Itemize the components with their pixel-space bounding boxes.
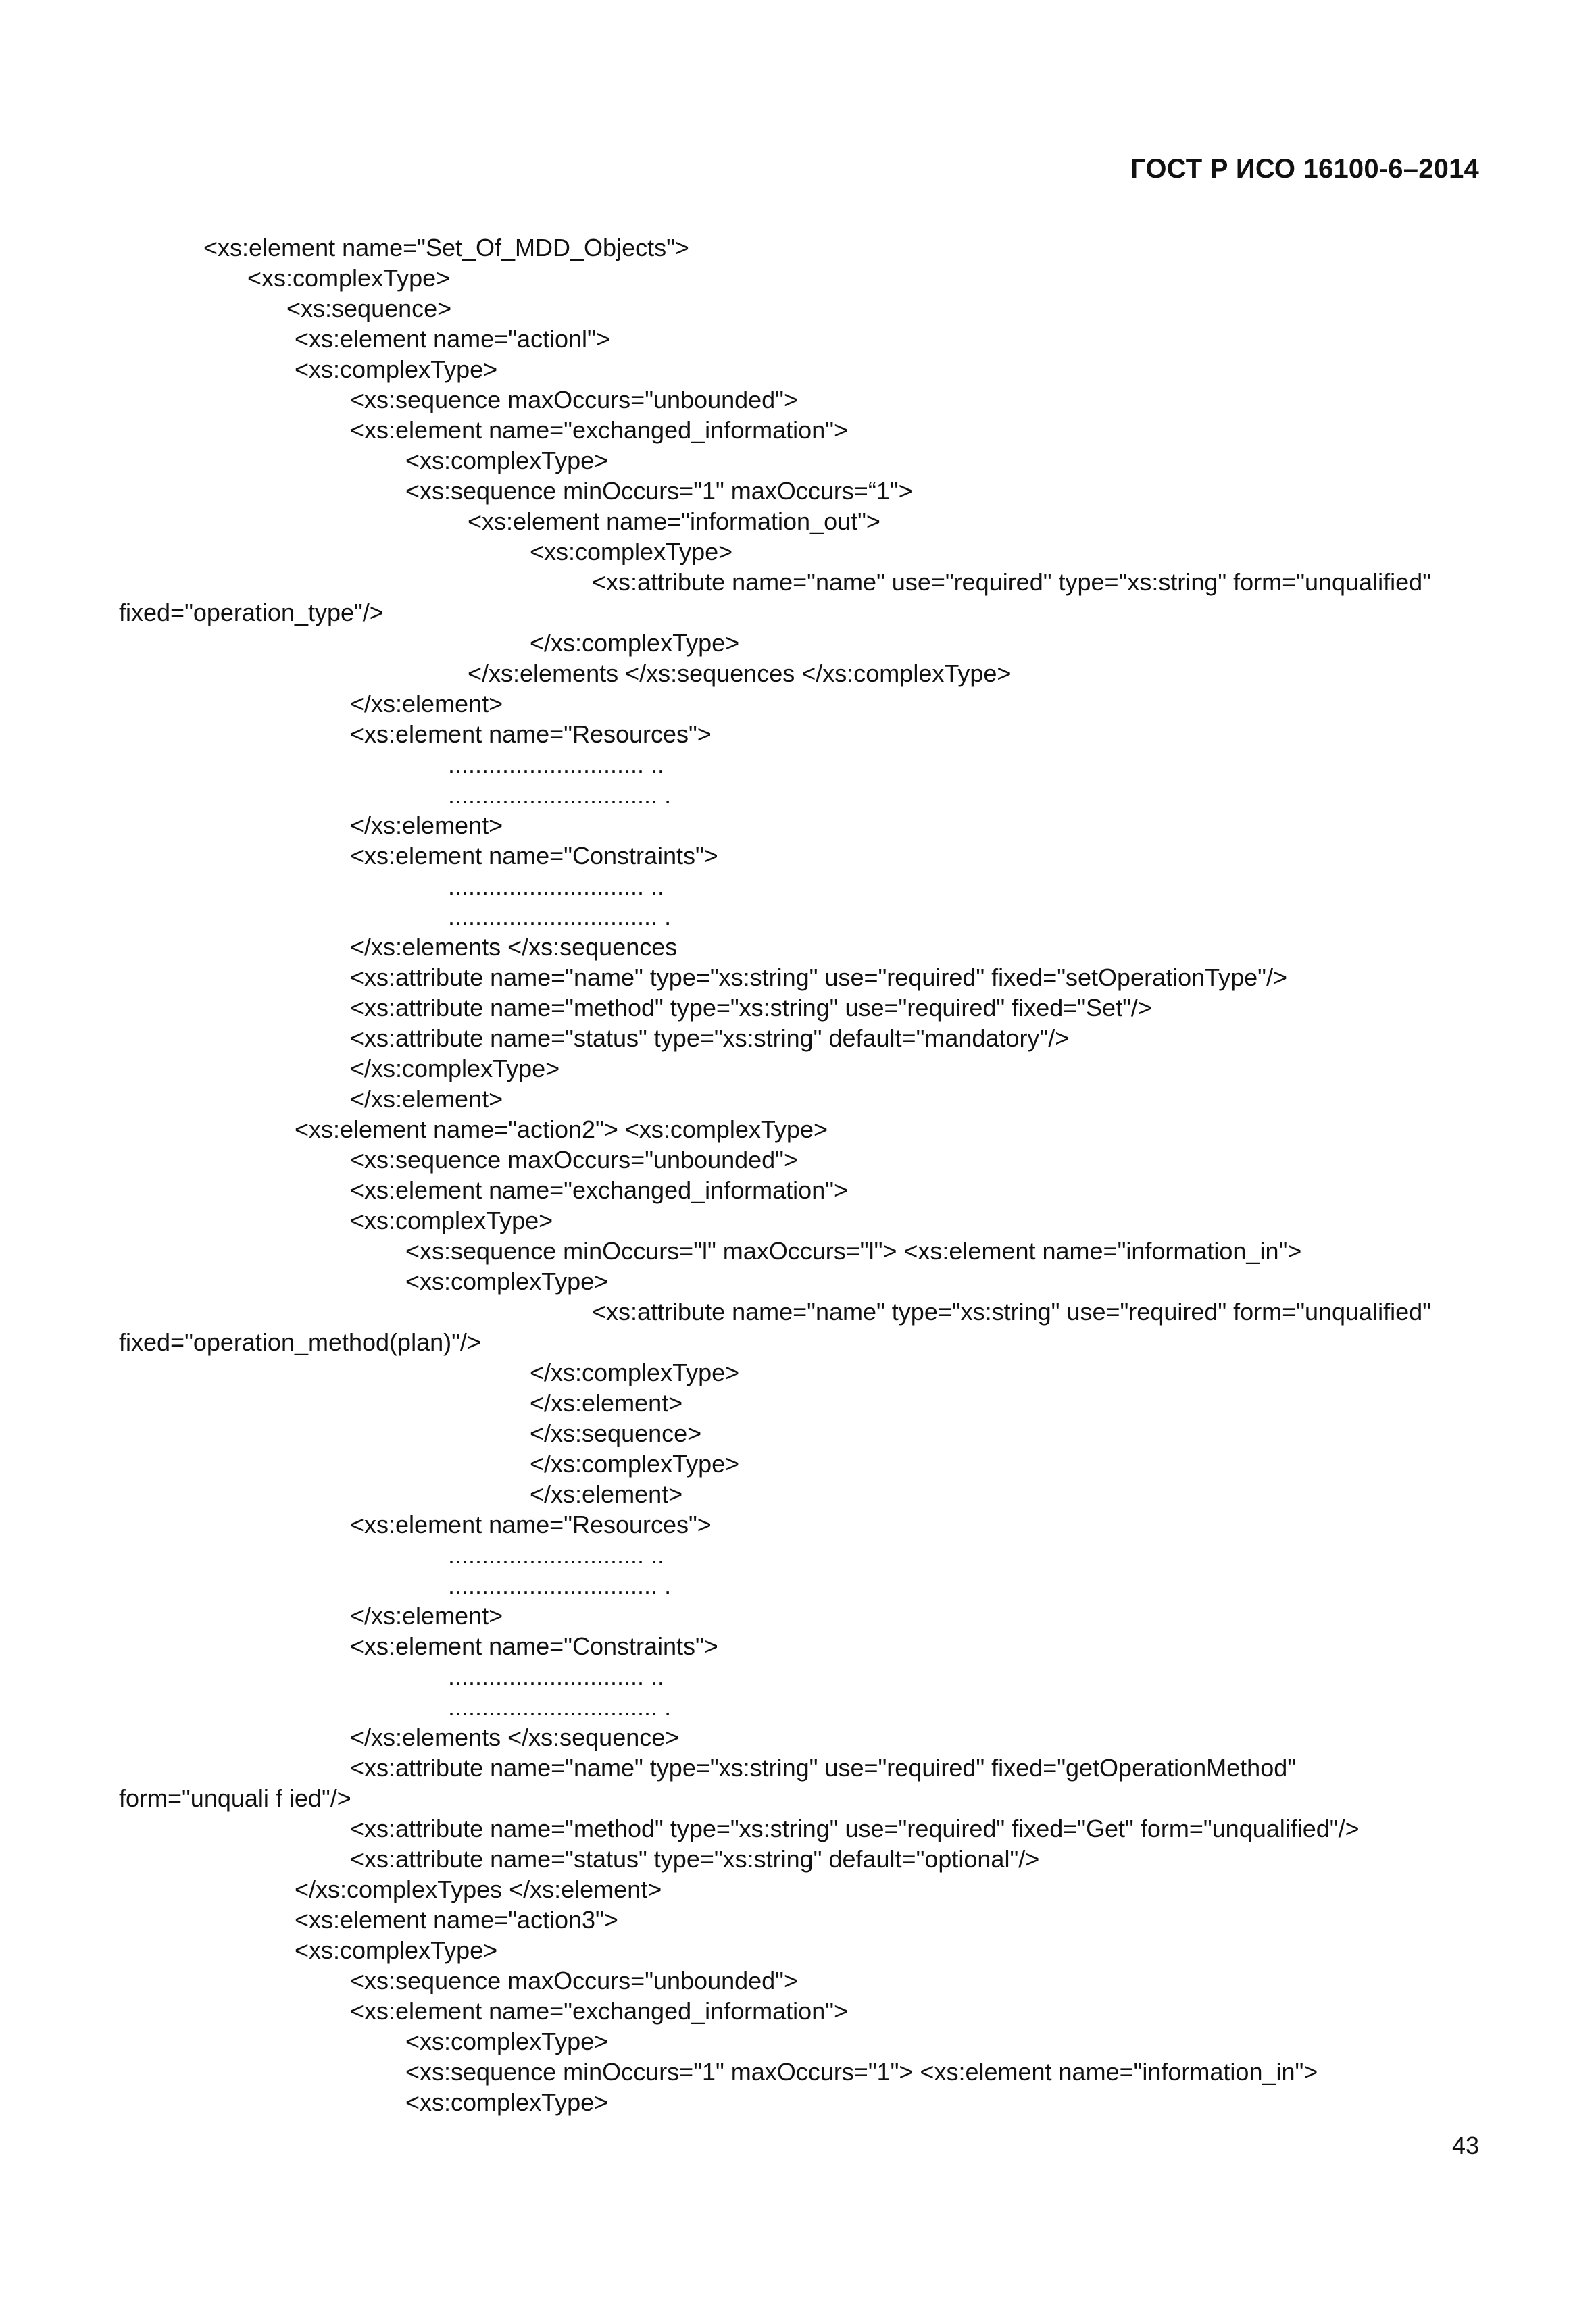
code-line: <xs:attribute name="name" type="xs:string" use="required" form="unqualified" (592, 1298, 1431, 1326)
code-line: </xs:complexType> (530, 1359, 740, 1386)
code-line: <xs:element name="information_out"> (468, 507, 880, 535)
code-line: <xs:element name="exchanged_information"> (350, 1997, 849, 2025)
code-line: <xs:complexType> (405, 2088, 609, 2116)
code-line: <xs:complexType> (350, 1207, 553, 1234)
code-line: <xs:sequence maxOccurs="unbounded"> (350, 1967, 798, 1994)
code-line: <xs:element name="Resources"> (350, 720, 712, 748)
code-line: <xs:complexType> (247, 264, 451, 292)
code-line: <xs:element name="action2"> <xs:complexType> (295, 1115, 828, 1143)
code-line: </xs:element> (350, 1602, 503, 1630)
code-line: <xs:sequence maxOccurs="unbounded"> (350, 386, 798, 413)
code-line: <xs:element name="Resources"> (350, 1511, 712, 1538)
code-line: ............................. .. (448, 1541, 665, 1569)
standard-header: ГОСТ Р ИСО 16100-6–2014 (1130, 154, 1479, 184)
code-line: <xs:attribute name="status" type="xs:string" default="mandatory"/> (350, 1024, 1070, 1052)
code-line: <xs:element name="Set_Of_MDD_Objects"> (203, 234, 689, 261)
code-line: <xs:complexType> (405, 1267, 609, 1295)
code-line: ............................. .. (448, 872, 665, 900)
code-line: </xs:elements </xs:sequence> (350, 1724, 680, 1751)
code-line: </xs:element> (350, 811, 503, 839)
code-line: fixed="operation_method(plan)"/> (119, 1328, 481, 1356)
code-line: ............................. .. (448, 751, 665, 778)
code-line: </xs:element> (530, 1389, 683, 1417)
code-line: <xs:complexType> (530, 538, 733, 565)
code-line: </xs:complexType> (530, 1450, 740, 1478)
code-line: <xs:attribute name="method" type="xs:string" use="required" fixed="Set"/> (350, 994, 1152, 1022)
code-line: <xs:sequence minOccurs="1" maxOccurs=“1"> (405, 477, 913, 505)
code-line: <xs:complexType> (405, 2028, 609, 2055)
code-line: <xs:attribute name="name" type="xs:string" use="required" fixed="getOperationMethod" (350, 1754, 1297, 1782)
code-line: </xs:sequence> (530, 1419, 702, 1447)
code-line: <xs:complexType> (295, 1936, 498, 1964)
code-line: ............................... . (448, 903, 672, 930)
code-line: <xs:sequence minOccurs="l" maxOccurs="l"> <xs:element name="information_in"> (405, 1237, 1302, 1265)
code-line: <xs:attribute name="status" type="xs:string" default="optional"/> (350, 1845, 1040, 1873)
code-line: <xs:element name="exchanged_information"> (350, 1176, 849, 1204)
code-line: <xs:element name="actionl"> (295, 325, 610, 353)
code-line: ............................... . (448, 1693, 672, 1721)
page-number: 43 (1451, 2132, 1479, 2159)
code-line: <xs:attribute name="name" use="required" type="xs:string" form="unqualified" (592, 568, 1431, 596)
code-line: </xs:element> (350, 690, 503, 718)
code-line: <xs:complexType> (295, 355, 498, 383)
code-line: <xs:element name="action3"> (295, 1906, 618, 1934)
code-line: <xs:attribute name="name" type="xs:string" use="required" fixed="setOperationType"/> (350, 963, 1287, 991)
code-line: </xs:element> (350, 1085, 503, 1113)
code-line: <xs:complexType> (405, 447, 609, 474)
code-line: </xs:complexTypes </xs:element> (295, 1876, 662, 1903)
code-line: </xs:complexType> (350, 1055, 560, 1082)
code-line: </xs:elements </xs:sequences (350, 933, 678, 961)
code-line: <xs:sequence minOccurs="1" maxOccurs="1"> <xs:element name="information_in"> (405, 2058, 1318, 2086)
code-line: <xs:sequence maxOccurs="unbounded"> (350, 1146, 798, 1174)
code-line: <xs:element name="Constraints"> (350, 1632, 718, 1660)
code-line: <xs:sequence> (286, 295, 452, 322)
code-line: ............................... . (448, 781, 672, 809)
code-line: <xs:element name="Constraints"> (350, 842, 718, 870)
code-line: fixed="operation_type"/> (119, 599, 384, 626)
code-line: form="unquali f ied"/> (119, 1784, 351, 1812)
code-line: ............................... . (448, 1571, 672, 1599)
code-line: </xs:element> (530, 1480, 683, 1508)
code-line: </xs:complexType> (530, 629, 740, 657)
code-line: <xs:element name="exchanged_information"> (350, 416, 849, 444)
code-line: ............................. .. (448, 1663, 665, 1690)
code-line: </xs:elements </xs:sequences </xs:complexType> (468, 659, 1012, 687)
code-line: <xs:attribute name="method" type="xs:string" use="required" fixed="Get" form="unqualified"/> (350, 1815, 1360, 1842)
